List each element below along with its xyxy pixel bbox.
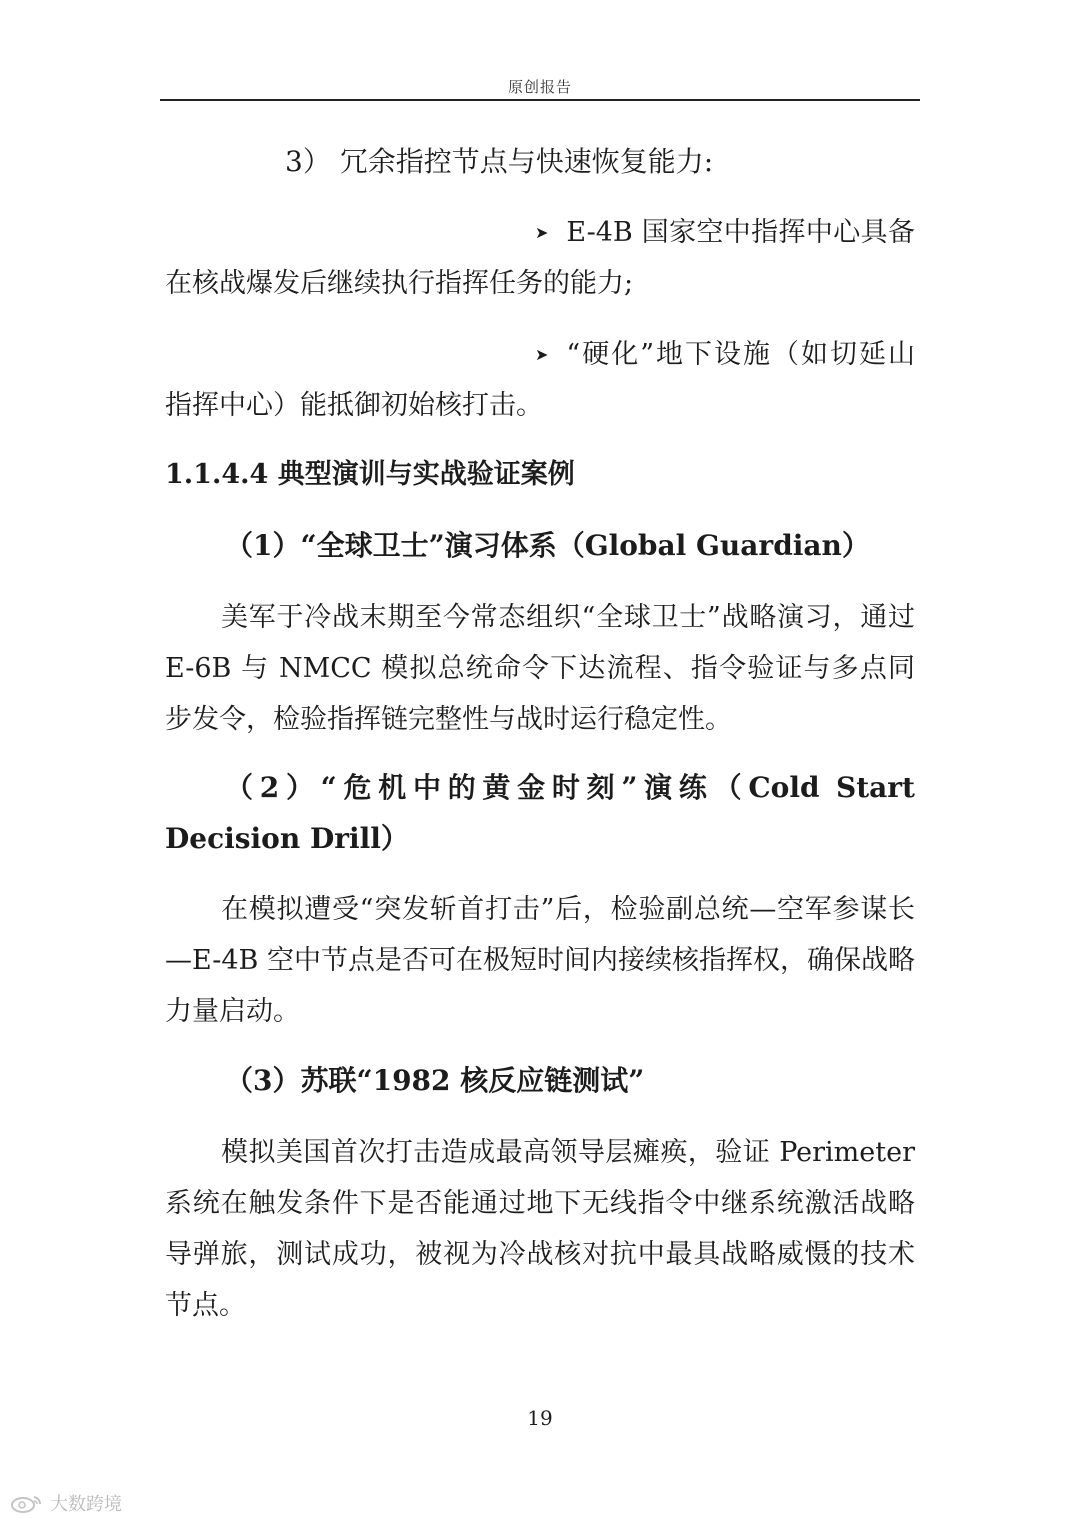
watermark-text: 大数跨境 bbox=[50, 1494, 122, 1515]
header-rule bbox=[160, 99, 920, 101]
running-header: 原创报告 bbox=[507, 78, 572, 96]
bullet-text: “硬化”地下设施（如切延山指挥中心）能抵御初始核打击。 bbox=[165, 339, 915, 421]
case-title: （1）“全球卫士”演习体系（Global Guardian） bbox=[225, 529, 870, 562]
page-number: 19 bbox=[527, 1406, 553, 1430]
case-title: （3）苏联“1982 核反应链测试” bbox=[225, 1064, 645, 1097]
section-heading: 1.1.4.4 典型演训与实战验证案例 bbox=[165, 459, 575, 490]
bullet-item bbox=[165, 207, 915, 309]
case-body: 在模拟遭受“突发斩首打击”后，检验副总统—空军参谋长—E-4B 空中节点是否可在极短时间内接续核指挥权，确保战略力量启动。 bbox=[165, 894, 915, 1027]
case-body: 模拟美国首次打击造成最高领导层瘫痪，验证 Perimeter 系统在触发条件下是否能通过地下无线指令中继系统激活战略导弹旅，测试成功，被视为冷战核对抗中最具战略威慑的技术节点。 bbox=[165, 1137, 915, 1321]
subsection-heading: 3） 冗余指控节点与快速恢复能力: bbox=[285, 145, 714, 178]
case-title: （2）“危机中的黄金时刻”演练（Cold Start Decision Drill） bbox=[165, 771, 915, 855]
arrow-bullet-icon: ➤ bbox=[535, 223, 549, 242]
arrow-bullet-icon: ➤ bbox=[535, 345, 549, 364]
bullet-text: E-4B 国家空中指挥中心具备在核战爆发后继续执行指挥任务的能力; bbox=[165, 217, 915, 299]
bullet-item bbox=[165, 329, 915, 431]
case-body: 美军于冷战末期至今常态组织“全球卫士”战略演习，通过 E-6B 与 NMCC 模拟总统命令下达流程、指令验证与多点同步发令，检验指挥链完整性与战时运行稳定性。 bbox=[165, 602, 915, 735]
watermark bbox=[10, 1490, 122, 1516]
weibo-logo-icon bbox=[10, 1493, 44, 1513]
